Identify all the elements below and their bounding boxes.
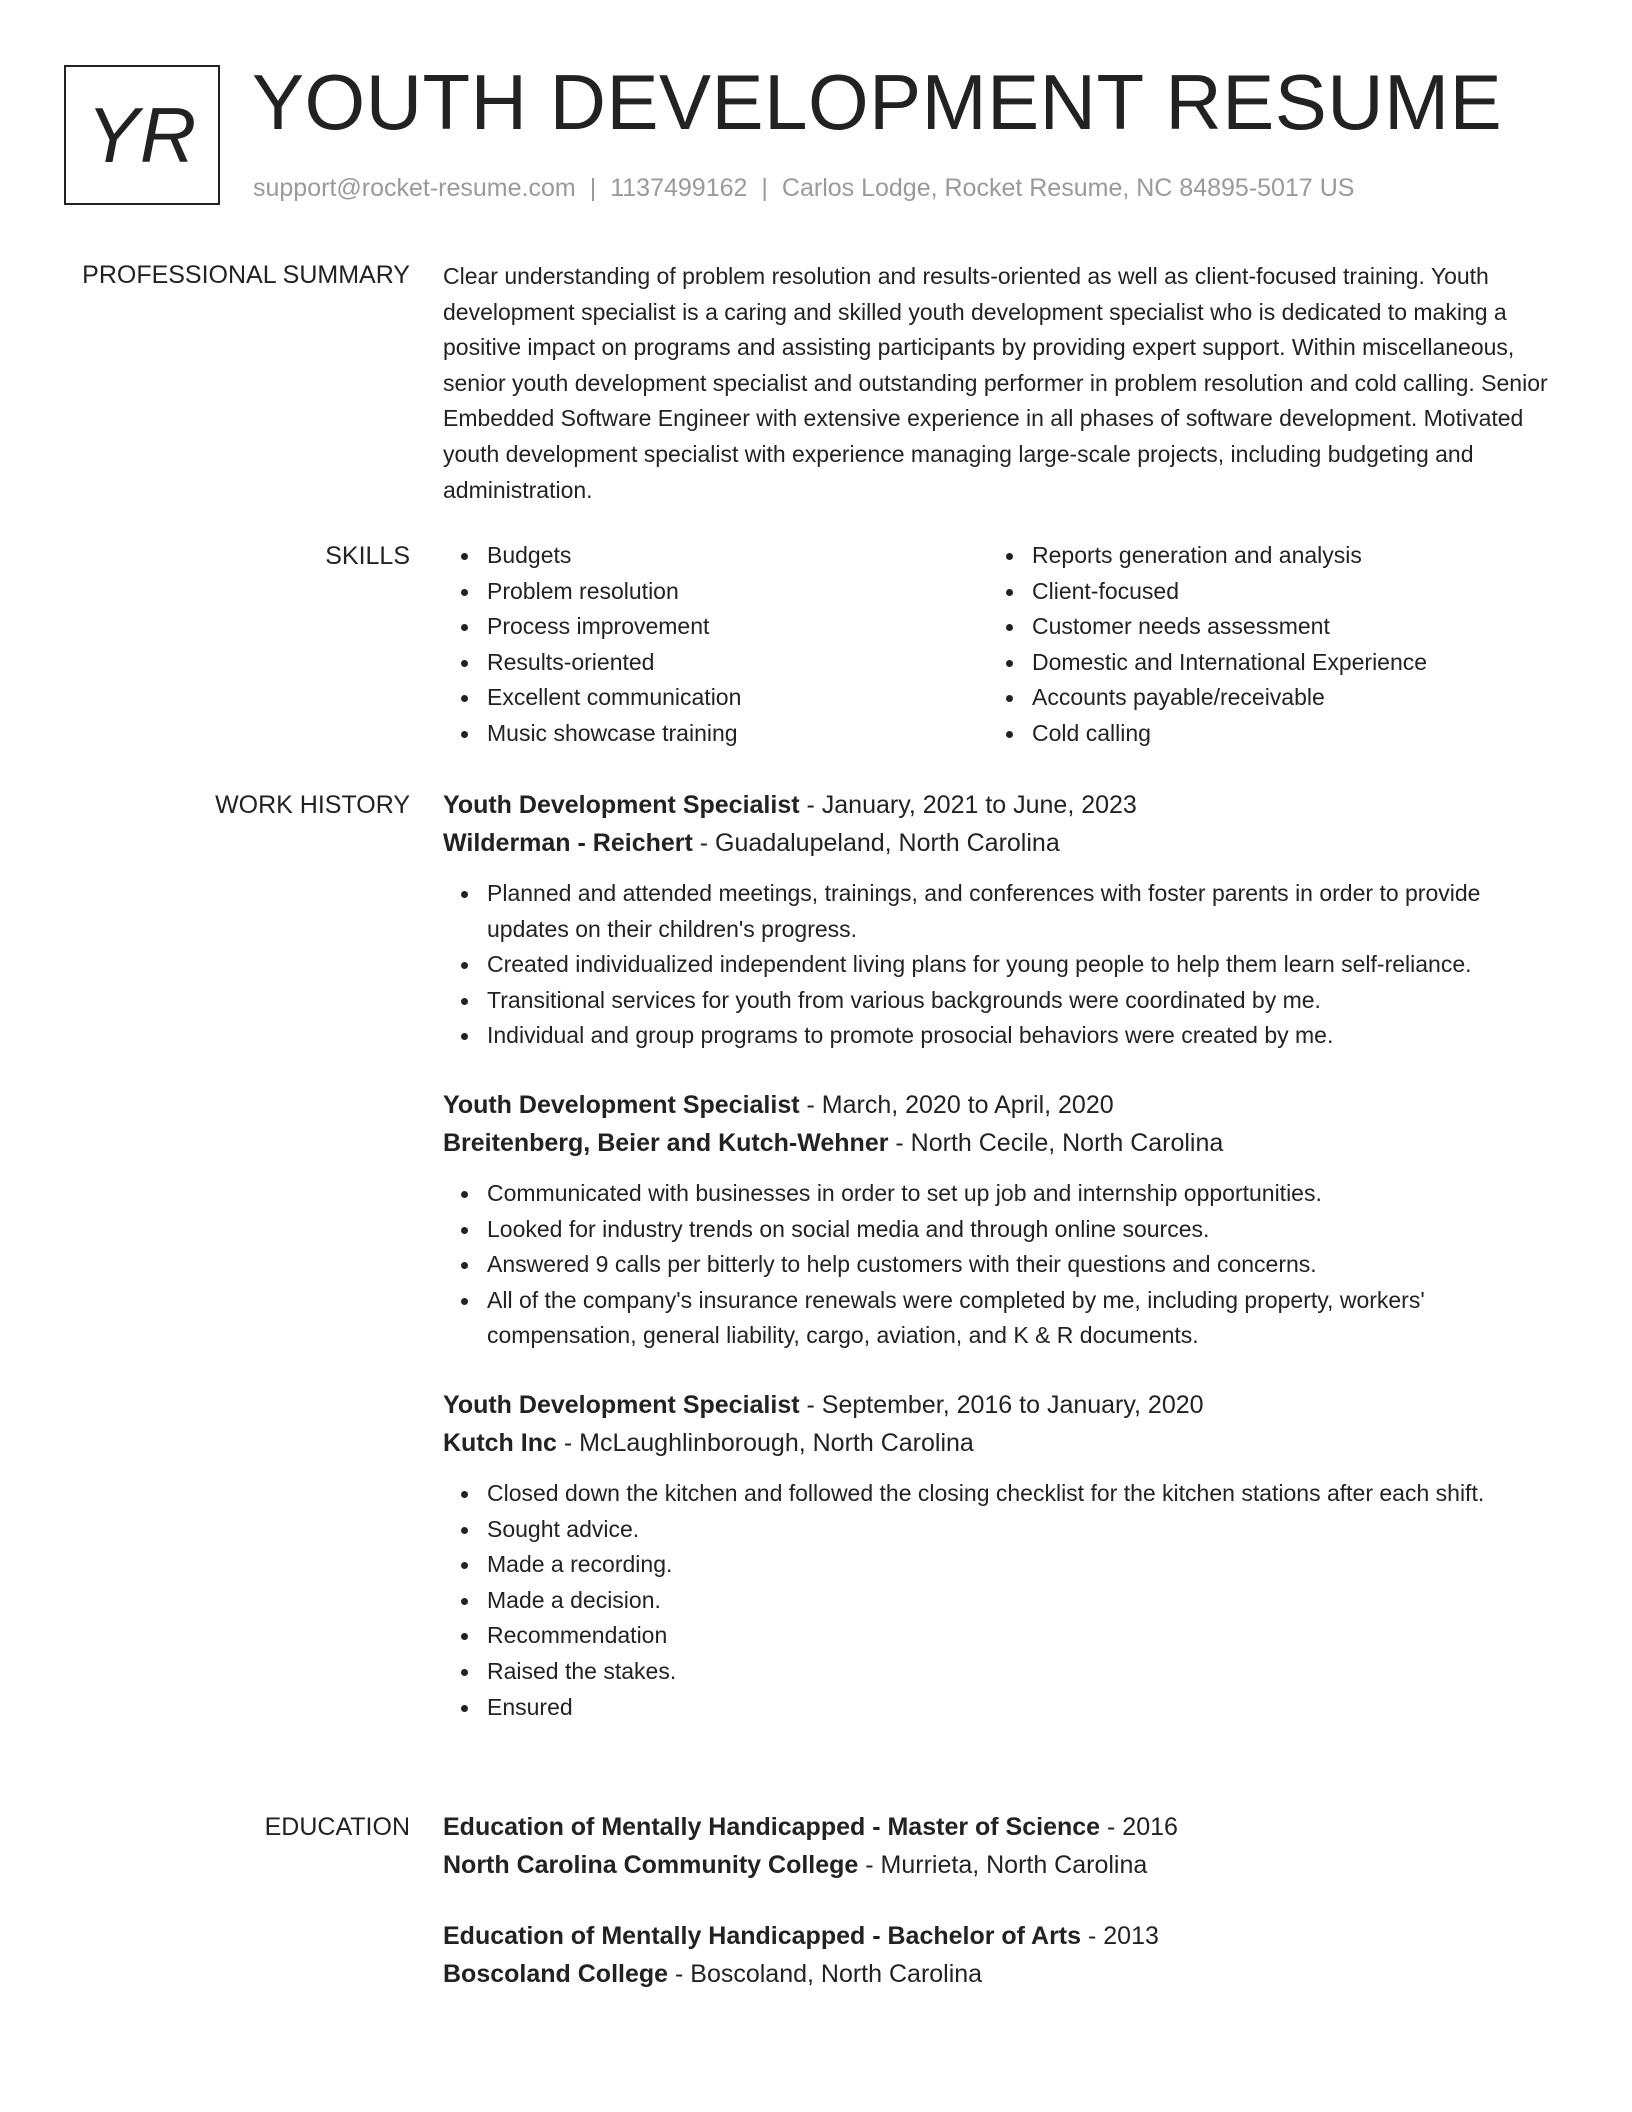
job-role-line xyxy=(443,786,1553,824)
skills-list-left xyxy=(443,538,988,752)
contact-separator: | xyxy=(589,174,597,202)
job-bullet: Sought advice. xyxy=(487,1512,1553,1548)
skill-item: Domestic and International Experience xyxy=(1032,645,1533,681)
skill-item: Budgets xyxy=(487,538,988,574)
skills-list-right xyxy=(988,538,1533,752)
job-bullet: Ensured xyxy=(487,1690,1553,1726)
skill-item: Excellent communication xyxy=(487,680,988,716)
job-entry xyxy=(443,786,1553,1054)
job-company: Wilderman - Reichert xyxy=(443,829,693,857)
job-company-line xyxy=(443,1424,1553,1462)
skill-item: Process improvement xyxy=(487,609,988,645)
education-location: - Murrieta, North Carolina xyxy=(858,1851,1148,1879)
contact-separator: | xyxy=(761,174,768,202)
work-body xyxy=(443,786,1553,1725)
education-body xyxy=(443,1808,1553,1993)
summary-body xyxy=(443,259,1553,508)
job-bullet: Made a recording. xyxy=(487,1547,1553,1583)
job-company-line xyxy=(443,824,1553,862)
skills-body xyxy=(443,538,1553,752)
skill-item: Customer needs assessment xyxy=(1032,609,1533,645)
education-entry xyxy=(443,1808,1553,1884)
skill-item: Client-focused xyxy=(1032,574,1533,610)
job-bullet: Answered 9 calls per bitterly to help customers with their questions and concerns. xyxy=(487,1247,1553,1283)
job-role: Youth Development Specialist xyxy=(443,791,800,819)
contact-address: Carlos Lodge, Rocket Resume, NC 84895-5017 US xyxy=(781,174,1355,202)
job-entry xyxy=(443,1386,1553,1725)
job-bullet: Created individualized independent living plans for young people to help them learn self-reliance. xyxy=(487,947,1553,983)
skill-item: Reports generation and analysis xyxy=(1032,538,1533,574)
job-bullet: Recommendation xyxy=(487,1618,1553,1654)
skill-item: Music showcase training xyxy=(487,716,988,752)
section-title-education: EDUCATION xyxy=(264,1813,410,1841)
job-entry xyxy=(443,1086,1553,1354)
job-role: Youth Development Specialist xyxy=(443,1390,800,1419)
education-school: Boscoland College xyxy=(443,1960,669,1988)
education-degree-line xyxy=(443,1808,1553,1846)
job-dates: - January, 2021 to June, 2023 xyxy=(799,791,1137,819)
education-degree-line xyxy=(443,1917,1553,1955)
education-school-line xyxy=(443,1846,1553,1884)
job-role: Youth Development Specialist xyxy=(443,1090,800,1119)
job-role-line xyxy=(443,1386,1553,1424)
skill-item: Accounts payable/receivable xyxy=(1032,680,1533,716)
job-bullet: Communicated with businesses in order to set up job and internship opportunities. xyxy=(487,1176,1553,1212)
monogram-logo xyxy=(64,65,220,205)
job-role-line xyxy=(443,1086,1553,1124)
monogram-initials: YR xyxy=(86,90,198,179)
resume-title: YOUTH DEVELOPMENT RESUME xyxy=(252,58,1503,146)
job-location: - North Cecile, North Carolina xyxy=(888,1128,1224,1157)
job-bullet: Made a decision. xyxy=(487,1583,1553,1619)
skill-item: Problem resolution xyxy=(487,574,988,610)
education-school: North Carolina Community College xyxy=(443,1851,859,1879)
section-title-summary: PROFESSIONAL SUMMARY xyxy=(82,261,410,289)
job-bullet: All of the company's insurance renewals were completed by me, including property, workers' compensation, general liability, cargo, aviation, and K & R documents. xyxy=(487,1283,1553,1354)
job-company-line xyxy=(443,1124,1553,1162)
contact-line xyxy=(253,172,1354,204)
education-degree: Education of Mentally Handicapped - Bachelor of Arts xyxy=(443,1922,1082,1950)
job-location: - McLaughlinborough, North Carolina xyxy=(556,1428,974,1457)
contact-phone[interactable]: 1137499162 xyxy=(610,174,748,202)
job-bullets xyxy=(443,1176,1553,1354)
education-school-line xyxy=(443,1955,1553,1993)
job-company: Breitenberg, Beier and Kutch-Wehner xyxy=(443,1128,889,1157)
education-year: - 2016 xyxy=(1100,1813,1178,1841)
job-company: Kutch Inc xyxy=(443,1428,557,1457)
section-title-skills: SKILLS xyxy=(325,542,410,570)
skill-item: Results-oriented xyxy=(487,645,988,681)
section-title-work: WORK HISTORY xyxy=(215,791,410,819)
education-location: - Boscoland, North Carolina xyxy=(668,1960,983,1988)
education-year: - 2013 xyxy=(1081,1922,1159,1950)
job-bullet: Individual and group programs to promote prosocial behaviors were created by me. xyxy=(487,1018,1553,1054)
job-dates: - September, 2016 to January, 2020 xyxy=(799,1390,1204,1419)
job-bullet: Transitional services for youth from various backgrounds were coordinated by me. xyxy=(487,983,1553,1019)
contact-email[interactable]: support@rocket-resume.com xyxy=(253,174,576,202)
job-bullets xyxy=(443,876,1553,1054)
education-entry xyxy=(443,1917,1553,1993)
job-dates: - March, 2020 to April, 2020 xyxy=(799,1090,1114,1119)
skill-item: Cold calling xyxy=(1032,716,1533,752)
education-degree: Education of Mentally Handicapped - Master of Science xyxy=(443,1813,1101,1841)
job-location: - Guadalupeland, North Carolina xyxy=(692,829,1060,857)
job-bullet: Planned and attended meetings, trainings, and conferences with foster parents in order to provide updates on their children's progress. xyxy=(487,876,1553,947)
job-bullet: Raised the stakes. xyxy=(487,1654,1553,1690)
job-bullet: Looked for industry trends on social media and through online sources. xyxy=(487,1212,1553,1248)
job-bullet: Closed down the kitchen and followed the closing checklist for the kitchen stations after each shift. xyxy=(487,1476,1553,1512)
summary-text: Clear understanding of problem resolution and results-oriented as well as client-focused training. Youth development specialist is a caring and skilled youth development specialist who is dedicated to making a positive impact on programs and assisting participants by providing expert support. Within miscellaneous, senior youth development specialist and outstanding performer in problem resolution and cold calling. Senior Embedded Software Engineer with extensive experience in all phases of software development. Motivated youth development specialist with experience managing large-scale projects, including budgeting and administration. xyxy=(443,263,1548,503)
job-bullets xyxy=(443,1476,1553,1725)
